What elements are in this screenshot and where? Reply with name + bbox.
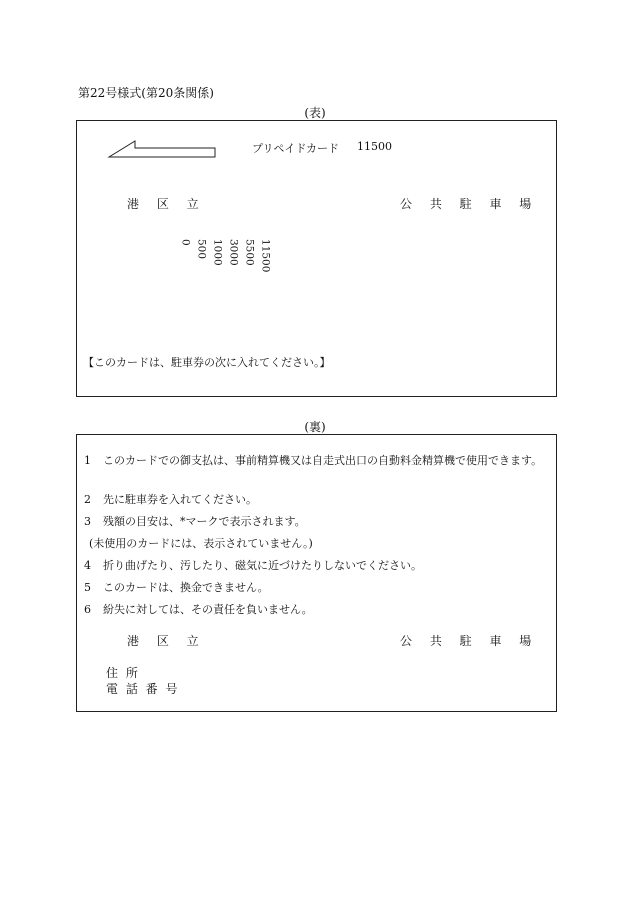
usage-item <box>84 513 306 529</box>
facility-label: 公 共 駐 車 場 <box>400 634 539 648</box>
form-title: 第22号様式(第20条関係) <box>78 86 214 100</box>
usage-item <box>84 491 257 507</box>
usage-item-text: (未使用のカードには、表示されていません。) <box>89 537 313 550</box>
scale-value: 500 <box>195 239 208 260</box>
usage-item <box>84 557 422 573</box>
usage-item-text: このカードでの御支払は、事前精算機又は自走式出口の自動料金精算機で使用できます。 <box>103 454 543 467</box>
issuer-label: 港 区 立 <box>127 197 206 211</box>
usage-item <box>84 601 313 617</box>
usage-item-number: 6 <box>84 603 91 616</box>
card-front <box>76 120 557 397</box>
usage-item-text: 残額の目安は、*マークで表示されます。 <box>103 515 306 528</box>
usage-item-text: このカードは、換金できません。 <box>103 581 269 594</box>
scale-value: 3000 <box>227 239 240 266</box>
usage-item <box>84 453 554 469</box>
usage-item-number: 1 <box>84 454 91 467</box>
usage-item-text: 先に駐車券を入れてください。 <box>103 493 257 506</box>
scale-value: 5500 <box>243 239 256 266</box>
issuer-label: 港 区 立 <box>127 634 206 648</box>
usage-item <box>84 579 269 595</box>
usage-item-note <box>89 535 313 551</box>
usage-item-text: 紛失に対しては、その責任を負いません。 <box>103 603 313 616</box>
phone-label: 電 話 番 号 <box>106 682 180 696</box>
insert-direction-arrow-icon <box>107 139 217 161</box>
scale-value: 0 <box>179 239 192 246</box>
card-back <box>76 434 557 712</box>
address-label: 住 所 <box>106 666 140 680</box>
insert-notice: 【このカードは、駐車券の次に入れてください。】 <box>83 356 331 369</box>
usage-item-number: 2 <box>84 493 91 506</box>
scale-value: 1000 <box>211 239 224 266</box>
usage-item-number: 5 <box>84 581 91 594</box>
usage-item-text: 折り曲げたり、汚したり、磁気に近づけたりしないでください。 <box>103 559 422 572</box>
back-side-label: (裏) <box>304 420 326 434</box>
usage-item-number: 4 <box>84 559 91 572</box>
facility-label: 公 共 駐 車 場 <box>400 197 539 211</box>
usage-item-number: 3 <box>84 515 91 528</box>
front-side-label: (表) <box>304 106 326 120</box>
scale-value: 11500 <box>259 239 272 273</box>
card-amount: 11500 <box>357 140 392 153</box>
card-name: プリペイドカード <box>252 142 340 155</box>
